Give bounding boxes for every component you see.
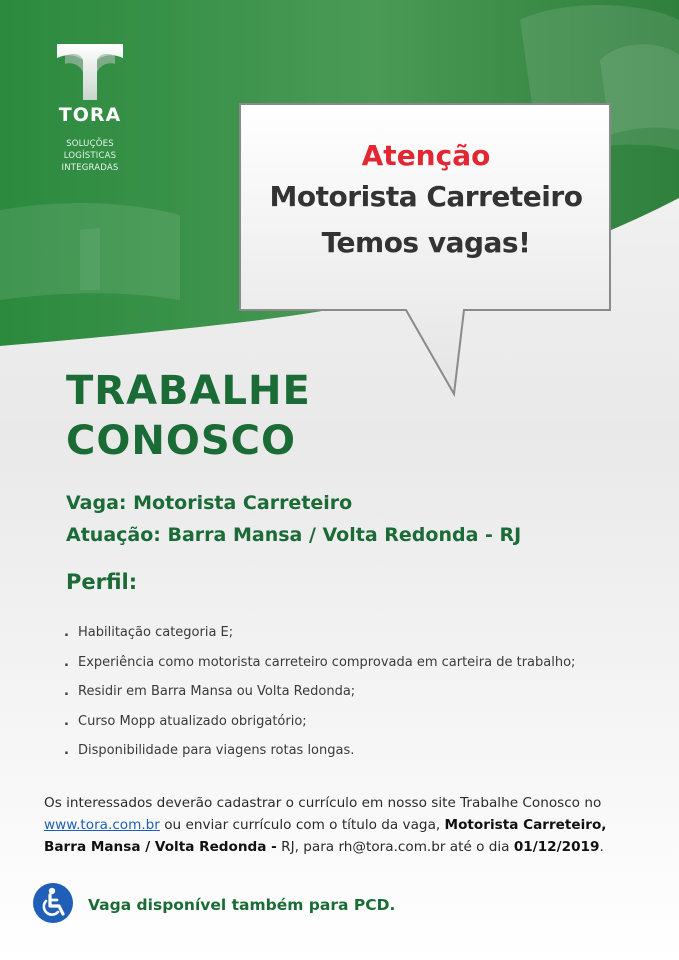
- perfil-title: Perfil:: [66, 570, 138, 594]
- pcd-text: Vaga disponível também para PCD.: [88, 896, 396, 914]
- instructions-part3: RJ, para rh@tora.com.br até o dia: [281, 839, 510, 855]
- brand-name: TORA: [58, 104, 122, 126]
- website-link[interactable]: www.tora.com.br: [44, 817, 160, 833]
- instructions-job-title: Motorista Carreteiro,: [444, 817, 607, 833]
- headline-line2: CONOSCO: [66, 418, 297, 464]
- instructions-paragraph: [44, 792, 644, 858]
- bubble-text: [240, 138, 612, 266]
- instructions-location: Barra Mansa / Volta Redonda -: [44, 839, 277, 855]
- job-atuacao: Atuação: Barra Mansa / Volta Redonda - RJ: [66, 524, 522, 546]
- list-item: . Residir em Barra Mansa ou Volta Redonda;: [64, 684, 356, 699]
- list-item: . Disponibilidade para viagens rotas longas.: [64, 743, 355, 758]
- instructions-part1: Os interessados deverão cadastrar o currículo em nosso site Trabalhe Conosco no: [44, 795, 602, 811]
- instructions-end: .: [599, 839, 604, 855]
- list-item: . Experiência como motorista carreteiro comprovada em carteira de trabalho;: [64, 654, 576, 670]
- brand-tagline-line1: SOLUÇÕES LOGÍSTICAS: [63, 139, 117, 161]
- job-vaga: Vaga: Motorista Carreteiro: [66, 492, 353, 514]
- perfil-item-text: Habilitação categoria E;: [78, 625, 234, 640]
- job-details: [66, 487, 521, 551]
- alert-title: Atenção: [361, 139, 491, 172]
- instructions-deadline: 01/12/2019: [513, 839, 600, 855]
- instructions-part2: ou enviar currículo com o título da vaga,: [164, 817, 441, 833]
- bubble-job-title: Motorista Carreteiro: [269, 180, 583, 213]
- perfil-item-text: Disponibilidade para viagens rotas longas.: [78, 743, 355, 758]
- wheelchair-icon: [32, 882, 74, 924]
- headline-line1: TRABALHE: [66, 368, 311, 414]
- tora-logo-icon: [53, 42, 127, 102]
- brand-tagline-line2: INTEGRADAS: [61, 163, 119, 173]
- perfil-item-text: Experiência como motorista carreteiro comprovada em carteira de trabalho;: [78, 654, 576, 670]
- list-item: . Habilitação categoria E;: [64, 625, 234, 640]
- perfil-item-text: Residir em Barra Mansa ou Volta Redonda;: [78, 684, 356, 699]
- brand-tagline: [40, 138, 140, 174]
- bubble-vacancies: Temos vagas!: [321, 226, 531, 259]
- list-item: . Curso Mopp atualizado obrigatório;: [64, 713, 307, 729]
- perfil-item-text: Curso Mopp atualizado obrigatório;: [78, 713, 307, 729]
- tora-logo: [40, 42, 140, 174]
- perfil-list: [64, 618, 575, 766]
- headline: [66, 366, 311, 466]
